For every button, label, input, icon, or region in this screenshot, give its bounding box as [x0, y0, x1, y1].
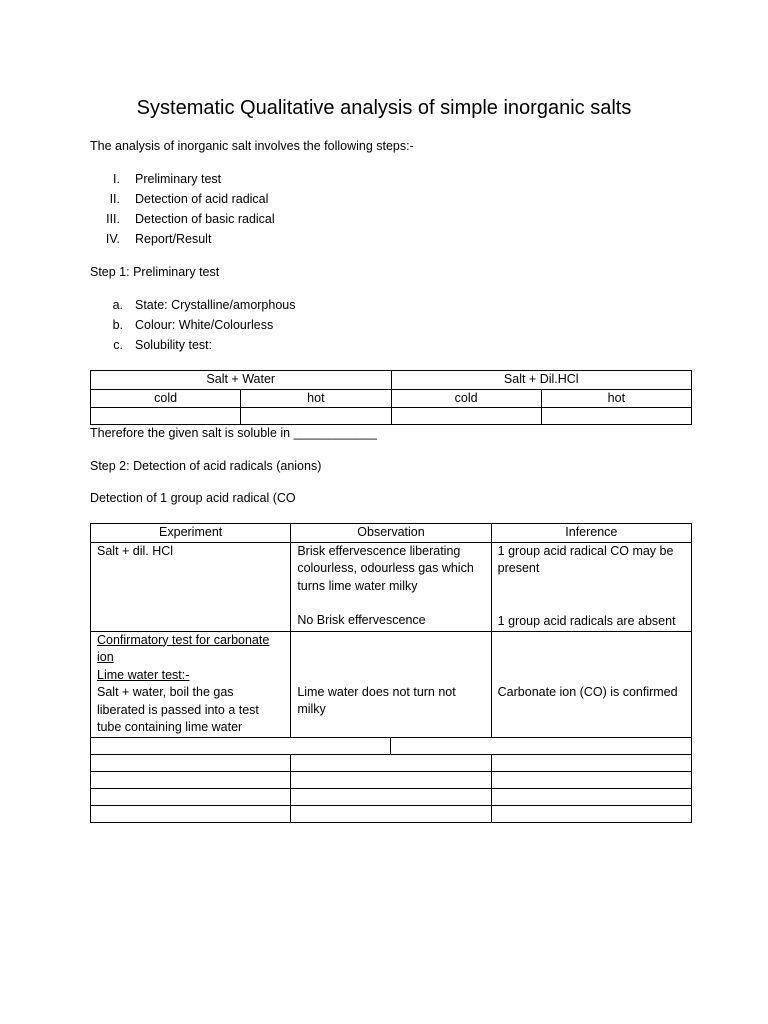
table-cell [241, 408, 391, 425]
step-label: Preliminary test [135, 172, 222, 186]
table-header: Observation [291, 524, 491, 543]
table-header: Salt + Dil.HCl [391, 371, 692, 390]
step-number: IV. [105, 232, 120, 246]
step2-heading: Step 2: Detection of acid radicals (anions) [90, 459, 322, 473]
item-letter: c. [113, 338, 123, 352]
table-cell [491, 771, 691, 788]
table-cell [391, 737, 692, 754]
table-cell [91, 788, 291, 805]
table-row [91, 737, 692, 754]
item-label: Colour: White/Colourless [135, 318, 274, 332]
table-row [91, 771, 692, 788]
solubility-table [90, 370, 692, 425]
lime-water-heading: Lime water test:- [97, 667, 190, 682]
table-row [91, 805, 692, 822]
experiment-cell [91, 631, 291, 737]
observation-positive: Brisk effervescence liberating colourless, odourless gas which turns lime water milky [297, 543, 474, 593]
table-cell [91, 805, 291, 822]
table-header: Inference [491, 524, 691, 543]
item-label: State: Crystalline/amorphous [135, 298, 296, 312]
step1-heading: Step 1: Preliminary test [90, 265, 220, 279]
table-row [91, 631, 692, 737]
step-number: III. [106, 212, 120, 226]
item-label: Solubility test: [135, 338, 213, 352]
table-cell [91, 408, 241, 425]
inference-cell [491, 542, 691, 631]
confirmatory-heading: Confirmatory test for carbonate ion [97, 632, 270, 664]
table-row [91, 754, 692, 771]
table-subheader: hot [541, 389, 691, 408]
observation-cell [291, 542, 491, 631]
table-row [91, 788, 692, 805]
inference-positive: 1 group acid radical CO may be present [497, 543, 674, 575]
experiment-text: Salt + water, boil the gas liberated is passed into a test tube containing lime water [97, 685, 259, 734]
step-label: Detection of acid radical [135, 192, 269, 206]
table-row [91, 408, 692, 425]
inference-negative: 1 group acid radicals are absent [497, 613, 676, 628]
table-cell [291, 788, 491, 805]
step-number: II. [109, 192, 120, 206]
step-label: Detection of basic radical [135, 212, 275, 226]
acid-radical-table [90, 523, 692, 823]
step2-subheading: Detection of 1 group acid radical (CO [90, 491, 296, 505]
table-row [91, 542, 692, 631]
table-cell [491, 754, 691, 771]
table-subheader: cold [391, 389, 541, 408]
table-cell [541, 408, 691, 425]
item-letter: a. [112, 298, 123, 312]
table-cell [91, 754, 291, 771]
experiment-cell [91, 542, 291, 631]
item-letter: b. [112, 318, 123, 332]
table-subheader: cold [91, 389, 241, 408]
observation-negative: No Brisk effervescence [297, 613, 426, 627]
table-header: Salt + Water [91, 371, 392, 390]
inference-cell [491, 631, 691, 737]
table-cell [291, 805, 491, 822]
table-cell [391, 408, 541, 425]
observation-cell [291, 631, 491, 737]
step-label: Report/Result [135, 232, 212, 246]
table-cell [91, 737, 391, 754]
table-cell [291, 771, 491, 788]
experiment-text: Salt + dil. HCl [97, 543, 174, 558]
table-cell [491, 788, 691, 805]
table-header: Experiment [91, 524, 291, 543]
solubility-conclusion: Therefore the given salt is soluble in ____________ [90, 426, 378, 440]
table-subheader: hot [241, 389, 391, 408]
table-cell [91, 771, 291, 788]
inference-text: Carbonate ion (CO) is confirmed [497, 684, 678, 699]
page-title: Systematic Qualitative analysis of simple inorganic salts [136, 97, 632, 119]
table-cell [491, 805, 691, 822]
observation-text: Lime water does not turn not milky [297, 684, 456, 716]
intro-text: The analysis of inorganic salt involves the following steps:- [90, 139, 414, 153]
table-cell [291, 754, 491, 771]
step-number: I. [113, 172, 120, 186]
